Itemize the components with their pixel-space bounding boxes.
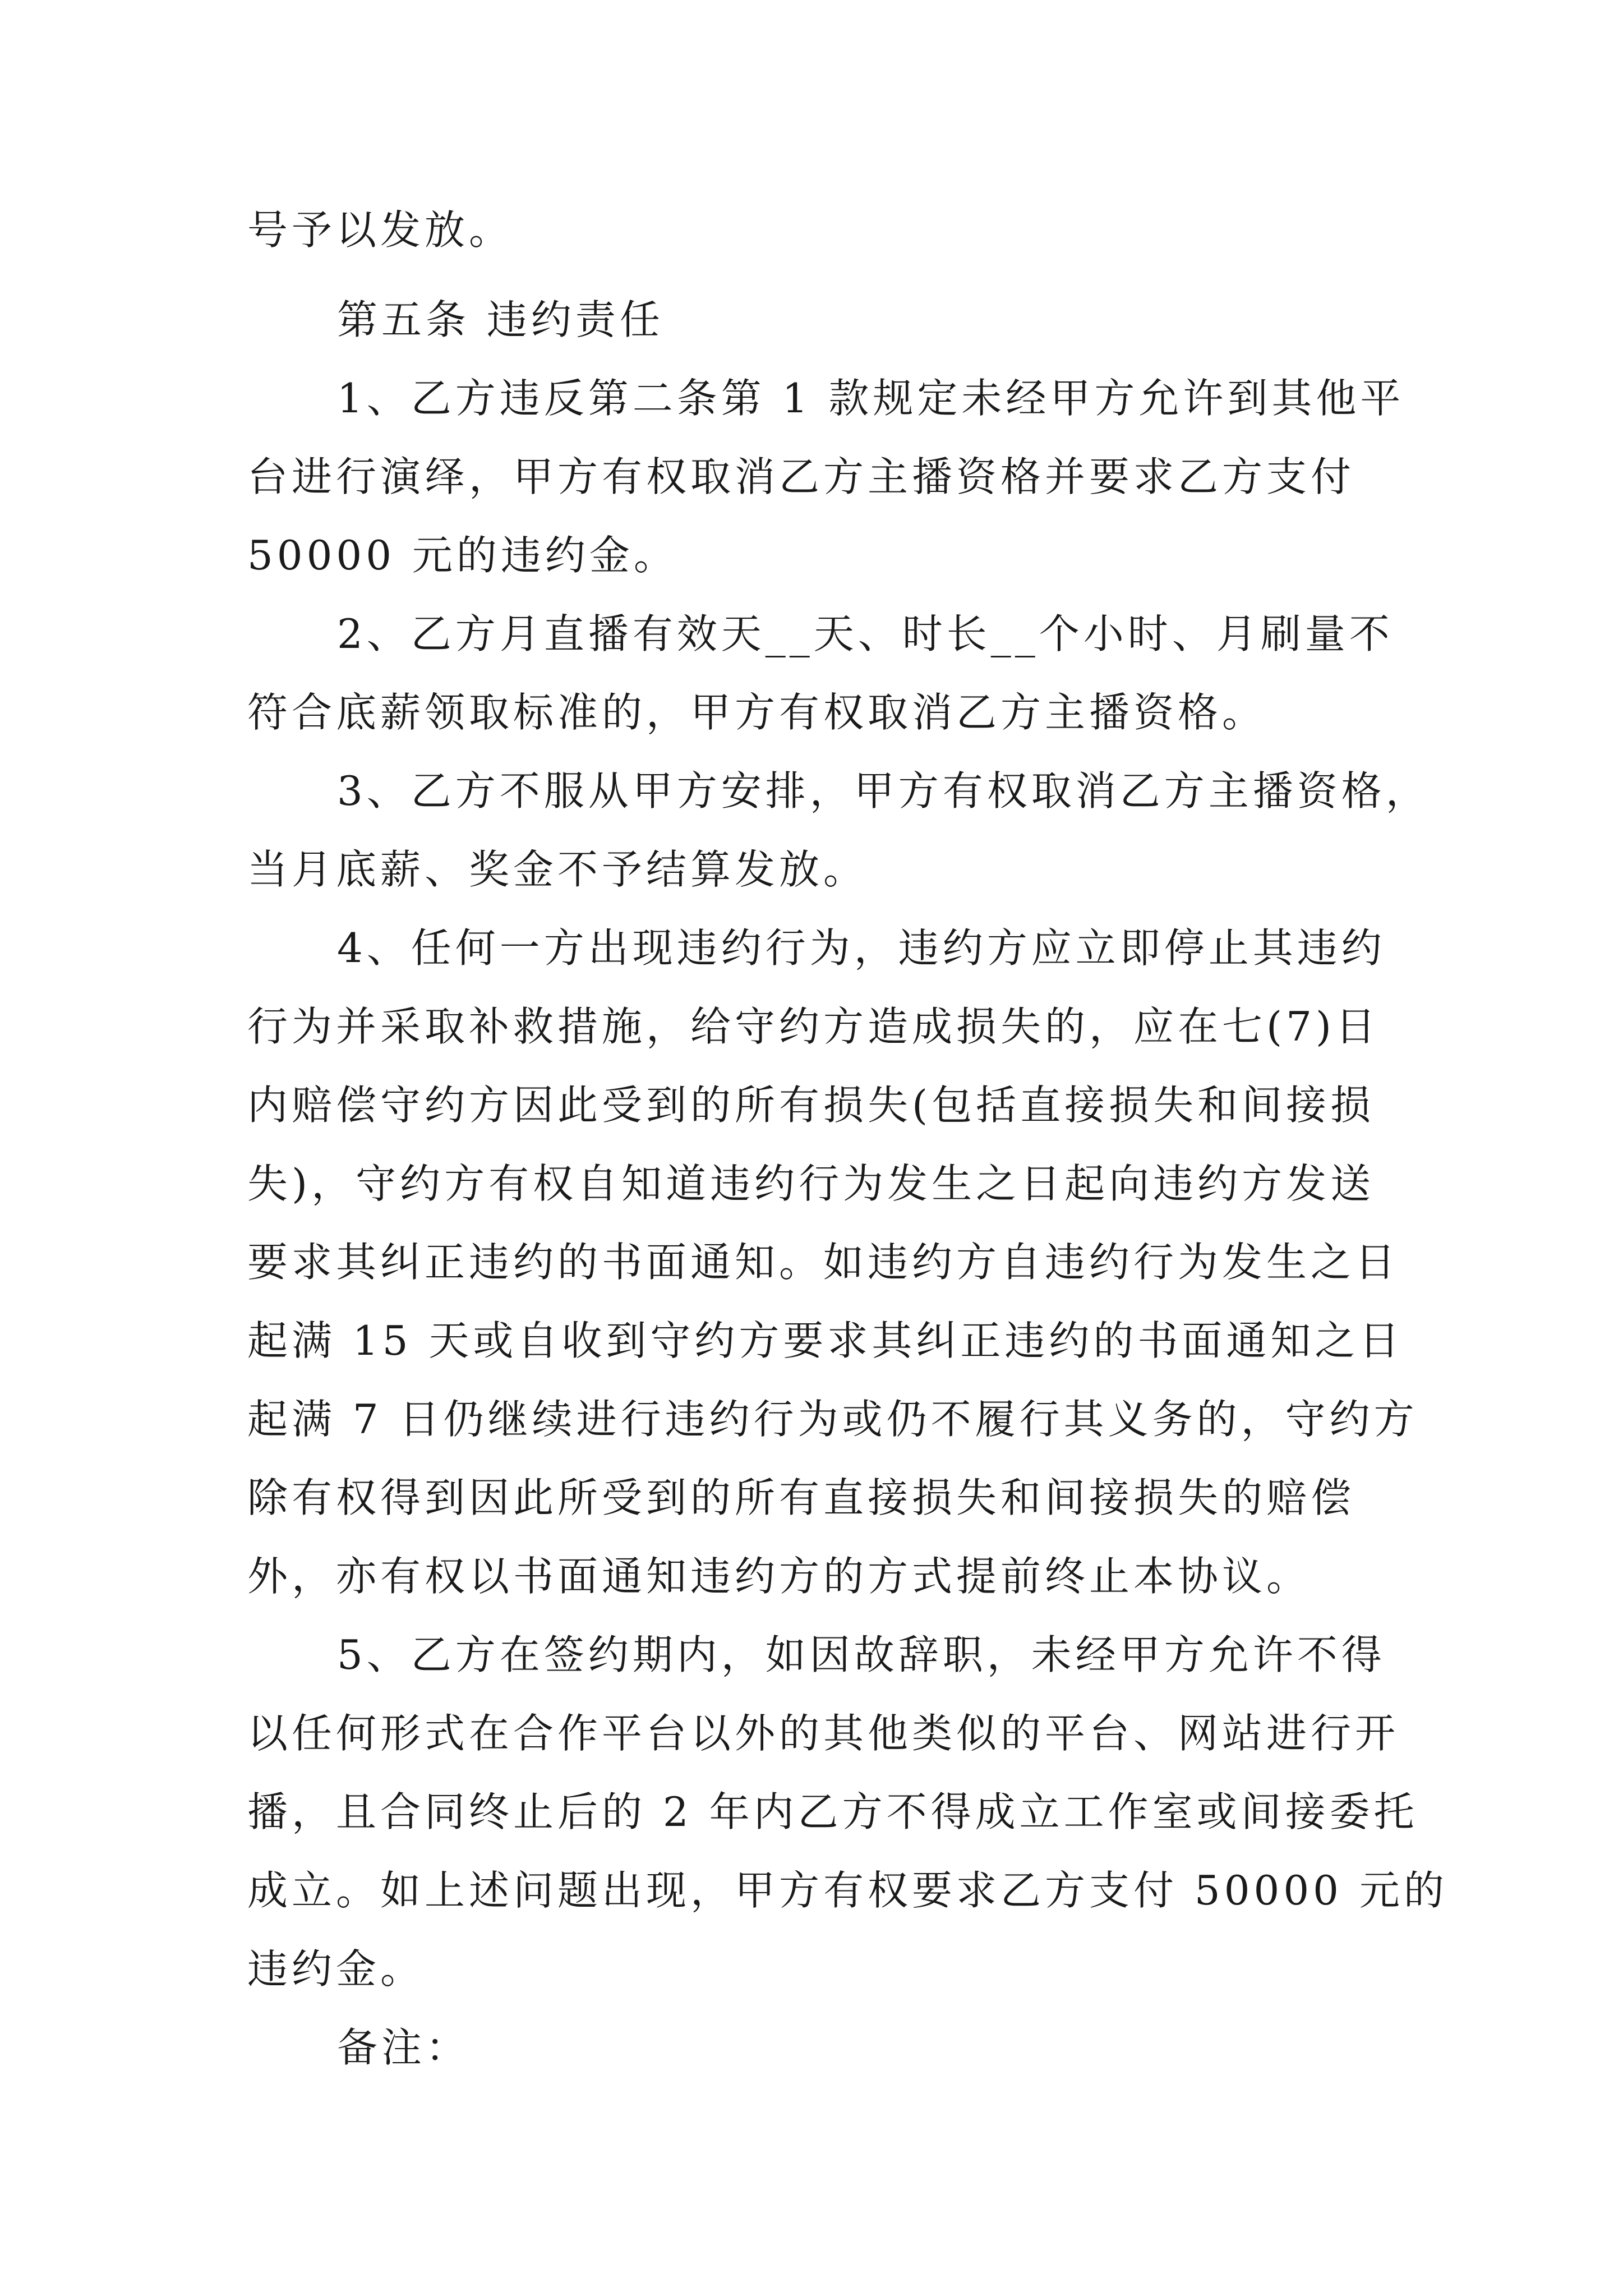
text-line: 除有权得到因此所受到的所有直接损失和间接损失的赔偿: [247, 1474, 1355, 1521]
text-line: 违约金。: [247, 1945, 425, 1993]
text-line: 起满 15 天或自收到守约方要求其纠正违约的书面通知之日: [247, 1317, 1404, 1364]
text-line: 外，亦有权以书面通知违约方的方式提前终止本协议。: [247, 1553, 1311, 1600]
text-line: 台进行演绎，甲方有权取消乙方主播资格并要求乙方支付: [247, 453, 1355, 500]
text-line: 成立。如上述问题出现，甲方有权要求乙方支付 50000 元的: [247, 1867, 1448, 1914]
text-line: 播，且合同终止后的 2 年内乙方不得成立工作室或间接委托: [247, 1788, 1418, 1835]
text-line: 要求其纠正违约的书面通知。如违约方自违约行为发生之日: [247, 1239, 1400, 1286]
text-line: 行为并采取补救措施，给守约方造成损失的，应在七(7)日: [247, 1003, 1380, 1050]
remarks-label: 备注：: [337, 2024, 471, 2071]
text-line: 当月底薪、奖金不予结算发放。: [247, 846, 868, 893]
text-line: 失)，守约方有权自知道违约行为发生之日起向违约方发送: [247, 1160, 1375, 1207]
section-heading: 第五条 违约责任: [337, 296, 664, 343]
text-line: 内赔偿守约方因此受到的所有损失(包括直接损失和间接损: [247, 1082, 1375, 1129]
text-line: 50000 元的违约金。: [247, 532, 678, 579]
text-line: 1、乙方违反第二条第 1 款规定未经甲方允许到其他平: [337, 375, 1405, 422]
text-line: 号予以发放。: [247, 206, 514, 254]
text-line: 起满 7 日仍继续进行违约行为或仍不履行其义务的，守约方: [247, 1396, 1418, 1443]
text-line: 2、乙方月直播有效天__天、时长__个小时、月刷量不: [337, 610, 1394, 657]
text-line: 5、乙方在签约期内，如因故辞职，未经甲方允许不得: [337, 1631, 1386, 1678]
text-line: 以任何形式在合作平台以外的其他类似的平台、网站进行开: [247, 1710, 1400, 1757]
text-line: 4、任何一方出现违约行为，违约方应立即停止其违约: [337, 924, 1386, 972]
text-line: 3、乙方不服从甲方安排，甲方有权取消乙方主播资格，: [337, 767, 1430, 815]
text-line: 符合底薪领取标准的，甲方有权取消乙方主播资格。: [247, 689, 1267, 736]
